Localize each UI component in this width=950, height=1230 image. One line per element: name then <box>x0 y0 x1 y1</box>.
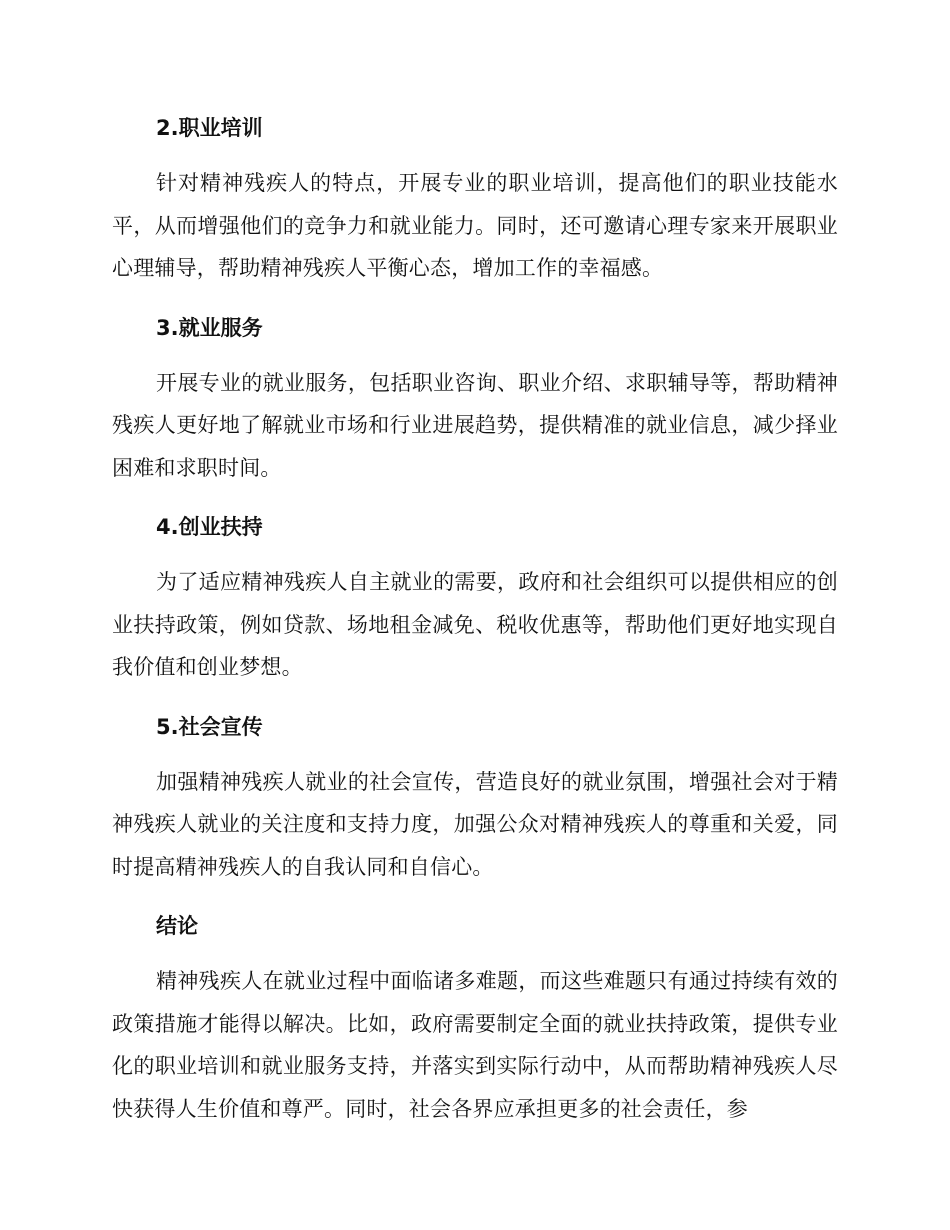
section-vocational-training <box>112 108 838 290</box>
section-paragraph: 针对精神残疾人的特点，开展专业的职业培训，提高他们的职业技能水平，从而增强他们的竞争力和就业能力。同时，还可邀请心理专家来开展职业心理辅导，帮助精神残疾人平衡心态，增加工作的幸福感。 <box>112 171 838 280</box>
section-conclusion <box>112 906 838 1130</box>
section-paragraph: 加强精神残疾人就业的社会宣传，营造良好的就业氛围，增强社会对于精神残疾人就业的关注度和支持力度，加强公众对精神残疾人的尊重和关爱，同时提高精神残疾人的自我认同和自信心。 <box>112 769 838 879</box>
section-heading: 4.创业扶持 <box>156 515 263 539</box>
section-employment-services <box>112 308 838 490</box>
section-social-publicity <box>112 707 838 889</box>
section-paragraph: 开展专业的就业服务，包括职业咨询、职业介绍、求职辅导等，帮助精神残疾人更好地了解就业市场和行业进展趋势，提供精准的就业信息，减少择业困难和求职时间。 <box>112 370 838 480</box>
section-heading: 结论 <box>156 914 198 938</box>
section-heading: 5.社会宣传 <box>156 714 263 739</box>
section-paragraph: 为了适应精神残疾人自主就业的需要，政府和社会组织可以提供相应的创业扶持政策，例如贷款、场地租金减免、税收优惠等，帮助他们更好地实现自我价值和创业梦想。 <box>112 570 838 679</box>
section-paragraph: 精神残疾人在就业过程中面临诸多难题，而这些难题只有通过持续有效的政策措施才能得以解决。比如，政府需要制定全面的就业扶持政策，提供专业化的职业培训和就业服务支持，并落实到实际行动中，从而帮助精神残疾人尽快获得人生价值和尊严。同时，社会各界应承担更多的社会责任，参 <box>112 969 838 1121</box>
section-heading: 2.职业培训 <box>156 116 263 140</box>
section-heading: 3.就业服务 <box>156 315 263 340</box>
section-entrepreneurship-support <box>112 507 838 689</box>
